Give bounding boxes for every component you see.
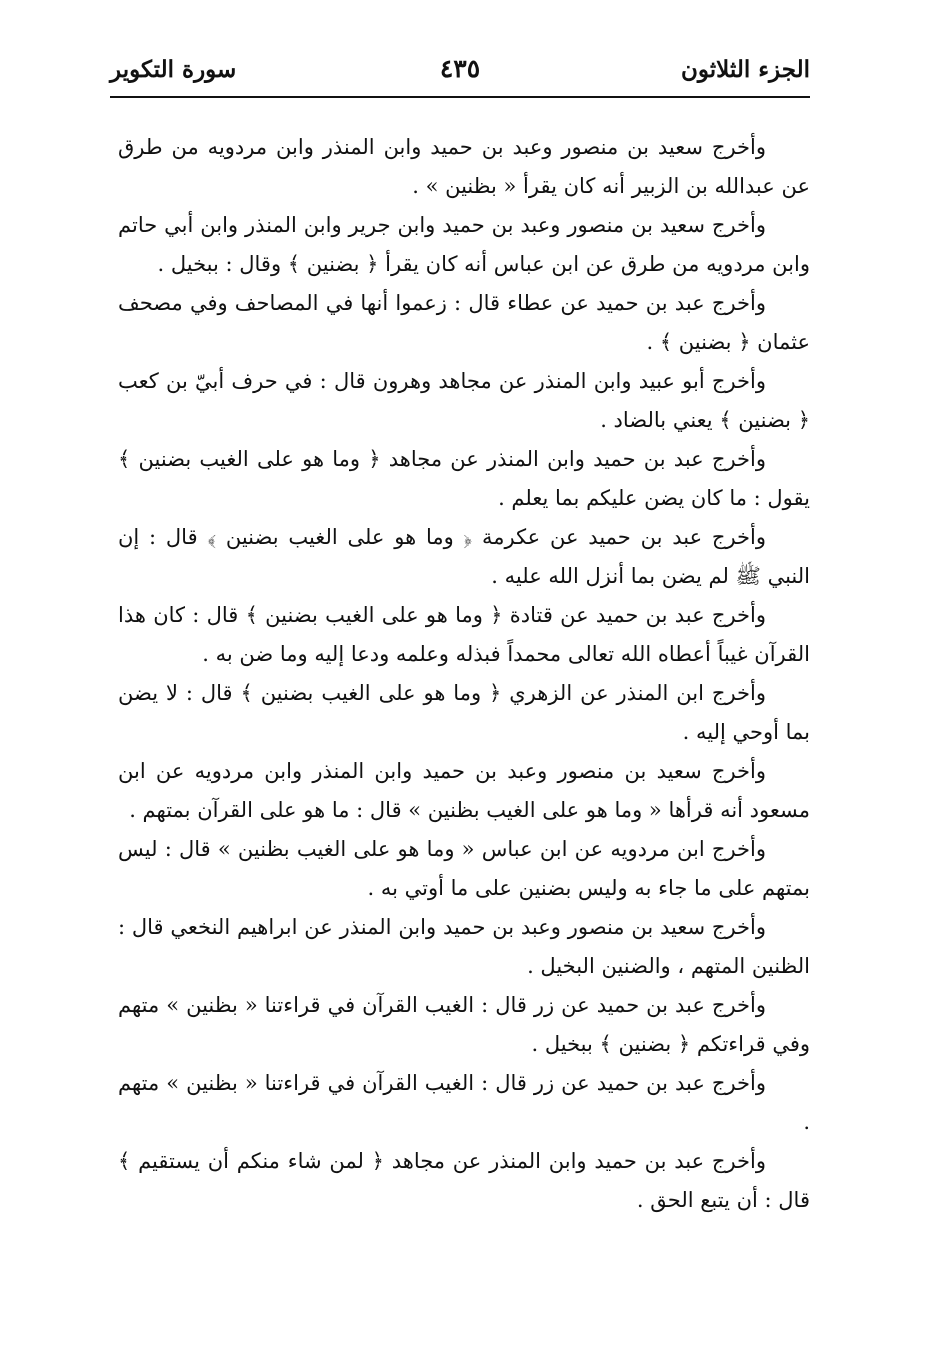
paragraph-12: وأخرج عبد بن حميد عن زر قال : الغيب القرآن في قراءتنا « بظنين » متهم وفي قراءتكم ﴿ بضنين ﴾ ببخيل . [118, 993, 810, 1056]
paragraph-9: وأخرج سعيد بن منصور وعبد بن حميد وابن المنذر وابن مردويه عن ابن مسعود أنه قرأها « وما هو على الغيب بظنين » قال : ما هو على القرآن بمتهم . [118, 759, 810, 822]
paragraph-6: وأخرج عبد بن حميد عن عكرمة ﴿ وما هو على الغيب بضنين ﴾ قال : إن النبي ﷺ لم يضن بما أنزل الله عليه . [118, 525, 810, 588]
paragraph-14: وأخرج عبد بن حميد وابن المنذر عن مجاهد ﴿ لمن شاء منكم أن يستقيم ﴾ قال : أن يتبع الحق . [118, 1149, 810, 1212]
paragraph-8: وأخرج ابن المنذر عن الزهري ﴿ وما هو على الغيب بضنين ﴾ قال : لا يضن بما أوحي إليه . [118, 681, 810, 744]
paragraph-7: وأخرج عبد بن حميد عن قتادة ﴿ وما هو على الغيب بضنين ﴾ قال : كان هذا القرآن غيباً أعطاه الله تعالى محمداً فبذله وعلمه ودعا إليه وما ضن به . [118, 603, 810, 666]
part-title: الجزء الثلاثون [681, 56, 810, 83]
main-text [118, 128, 810, 1220]
paragraph-2: وأخرج سعيد بن منصور وعبد بن حميد وابن جرير وابن المنذر وابن أبي حاتم وابن مردويه من طرق عن ابن عباس أنه كان يقرأ ﴿ بضنين ﴾ وقال : ببخيل . [118, 213, 810, 276]
page-number: ٤٣٥ [439, 54, 481, 83]
surah-title: سورة التكوير [110, 56, 237, 83]
paragraph-11: وأخرج سعيد بن منصور وعبد بن حميد وابن المنذر عن ابراهيم النخعي قال : الظنين المتهم ، والضنين البخيل . [118, 915, 810, 978]
paragraph-1: وأخرج سعيد بن منصور وعبد بن حميد وابن المنذر وابن مردويه من طرق عن عبدالله بن الزبير أنه كان يقرأ « بظنين » . [118, 135, 810, 198]
paragraph-4: وأخرج أبو عبيد وابن المنذر عن مجاهد وهرون قال : في حرف أبيّ بن كعب ﴿ بضنين ﴾ يعني بالضاد . [118, 369, 810, 432]
page-header [110, 52, 810, 92]
header-rule [110, 96, 810, 98]
paragraph-10: وأخرج ابن مردويه عن ابن عباس « وما هو على الغيب بظنين » قال : ليس بمتهم على ما جاء به وليس بضنين على ما أوتي به . [118, 837, 810, 900]
paragraph-3: وأخرج عبد بن حميد عن عطاء قال : زعموا أنها في المصاحف وفي مصحف عثمان ﴿ بضنين ﴾ . [118, 291, 810, 354]
paragraph-13: وأخرج عبد بن حميد عن زر قال : الغيب القرآن في قراءتنا « بظنين » متهم . [118, 1071, 810, 1134]
paragraph-5: وأخرج عبد بن حميد وابن المنذر عن مجاهد ﴿ وما هو على الغيب بضنين ﴾ يقول : ما كان يضن عليكم بما يعلم . [118, 447, 810, 510]
